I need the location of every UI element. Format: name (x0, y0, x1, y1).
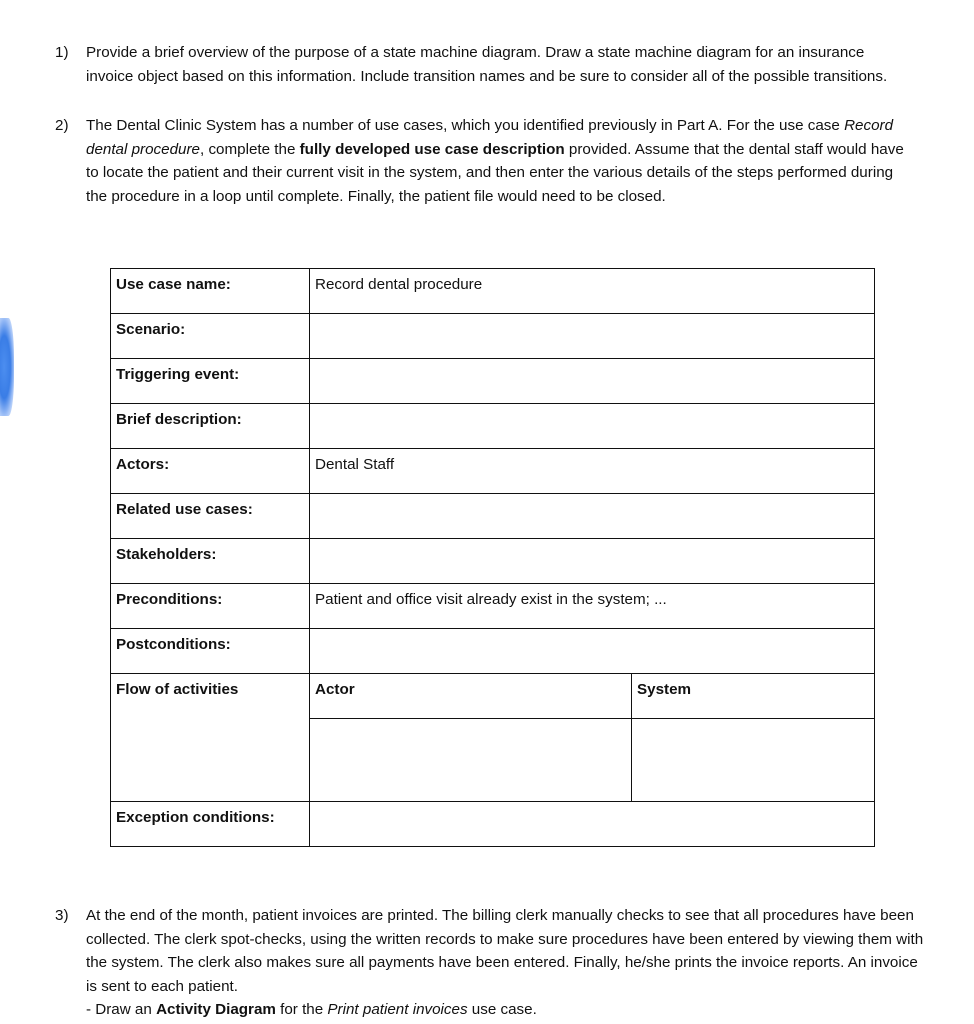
actors-value[interactable]: Dental Staff (310, 449, 875, 494)
use-case-name-label: Use case name: (111, 269, 310, 314)
stakeholders-label: Stakeholders: (111, 539, 310, 584)
flow-of-activities-label: Flow of activities (111, 674, 310, 802)
table-row (111, 584, 875, 629)
use-case-name-value[interactable]: Record dental procedure (310, 269, 875, 314)
table-row (111, 314, 875, 359)
table-row (111, 359, 875, 404)
triggering-event-label: Triggering event: (111, 359, 310, 404)
activity-diagram-bold: Activity Diagram (156, 1001, 276, 1019)
stakeholders-value[interactable] (310, 539, 875, 584)
question-3-text: At the end of the month, patient invoices are printed. The billing clerk manually checks to see that all procedures have been collected. The clerk spot-checks, using the written records to make sure procedures have been entered by viewing them with the system. The clerk also makes sure all payments have been entered. Finally, he/she prints the invoice reports. An invoice is sent to each patient. - Draw an Activity Diagram for the Print patient invoices use case. (86, 907, 924, 1019)
table-row (111, 494, 875, 539)
preconditions-value[interactable]: Patient and office visit already exist in the system; ... (310, 584, 875, 629)
blue-scribble-mark (0, 318, 14, 416)
question-3 (55, 904, 935, 1024)
exception-conditions-label: Exception conditions: (111, 802, 310, 847)
related-use-cases-label: Related use cases: (111, 494, 310, 539)
flow-system-header: System (632, 674, 875, 719)
table-row (111, 539, 875, 584)
table-row (111, 404, 875, 449)
triggering-event-value[interactable] (310, 359, 875, 404)
question-3-number: 3) (55, 907, 69, 924)
table-row (111, 629, 875, 674)
table-row (111, 269, 875, 314)
table-row (111, 449, 875, 494)
related-use-cases-value[interactable] (310, 494, 875, 539)
table-row (111, 802, 875, 847)
table-row (111, 674, 875, 719)
preconditions-label: Preconditions: (111, 584, 310, 629)
fully-developed-bold: fully developed use case description (299, 140, 565, 158)
flow-system-cell[interactable] (632, 719, 875, 802)
question-1-number: 1) (55, 44, 69, 61)
scenario-label: Scenario: (111, 314, 310, 359)
question-1 (55, 41, 915, 113)
question-2-number: 2) (55, 117, 69, 134)
question-2-text: The Dental Clinic System has a number of use cases, which you identified previously in Part A. For the use case Record dental procedure, complete the fully developed use case description provided. Assume that the dental staff would have to locate the patient and their current visit in the system, and then enter the various details of the steps performed during the procedure in a loop until complete. Finally, the patient file would need to be closed. (86, 117, 904, 205)
brief-description-value[interactable] (310, 404, 875, 449)
postconditions-label: Postconditions: (111, 629, 310, 674)
scenario-value[interactable] (310, 314, 875, 359)
question-2 (55, 114, 915, 234)
exception-conditions-value[interactable] (310, 802, 875, 847)
brief-description-label: Brief description: (111, 404, 310, 449)
question-1-text: Provide a brief overview of the purpose of a state machine diagram. Draw a state machine diagram for an insurance invoice object based on this information. Include transition names and be sure to consider all of the possible transitions. (86, 44, 888, 85)
flow-actor-cell[interactable] (310, 719, 632, 802)
actors-label: Actors: (111, 449, 310, 494)
use-case-description-table (110, 268, 875, 847)
print-invoices-italic: Print patient invoices (327, 1001, 468, 1019)
flow-actor-header: Actor (310, 674, 632, 719)
postconditions-value[interactable] (310, 629, 875, 674)
use-case-name-italic: Record dental procedure (86, 117, 894, 158)
